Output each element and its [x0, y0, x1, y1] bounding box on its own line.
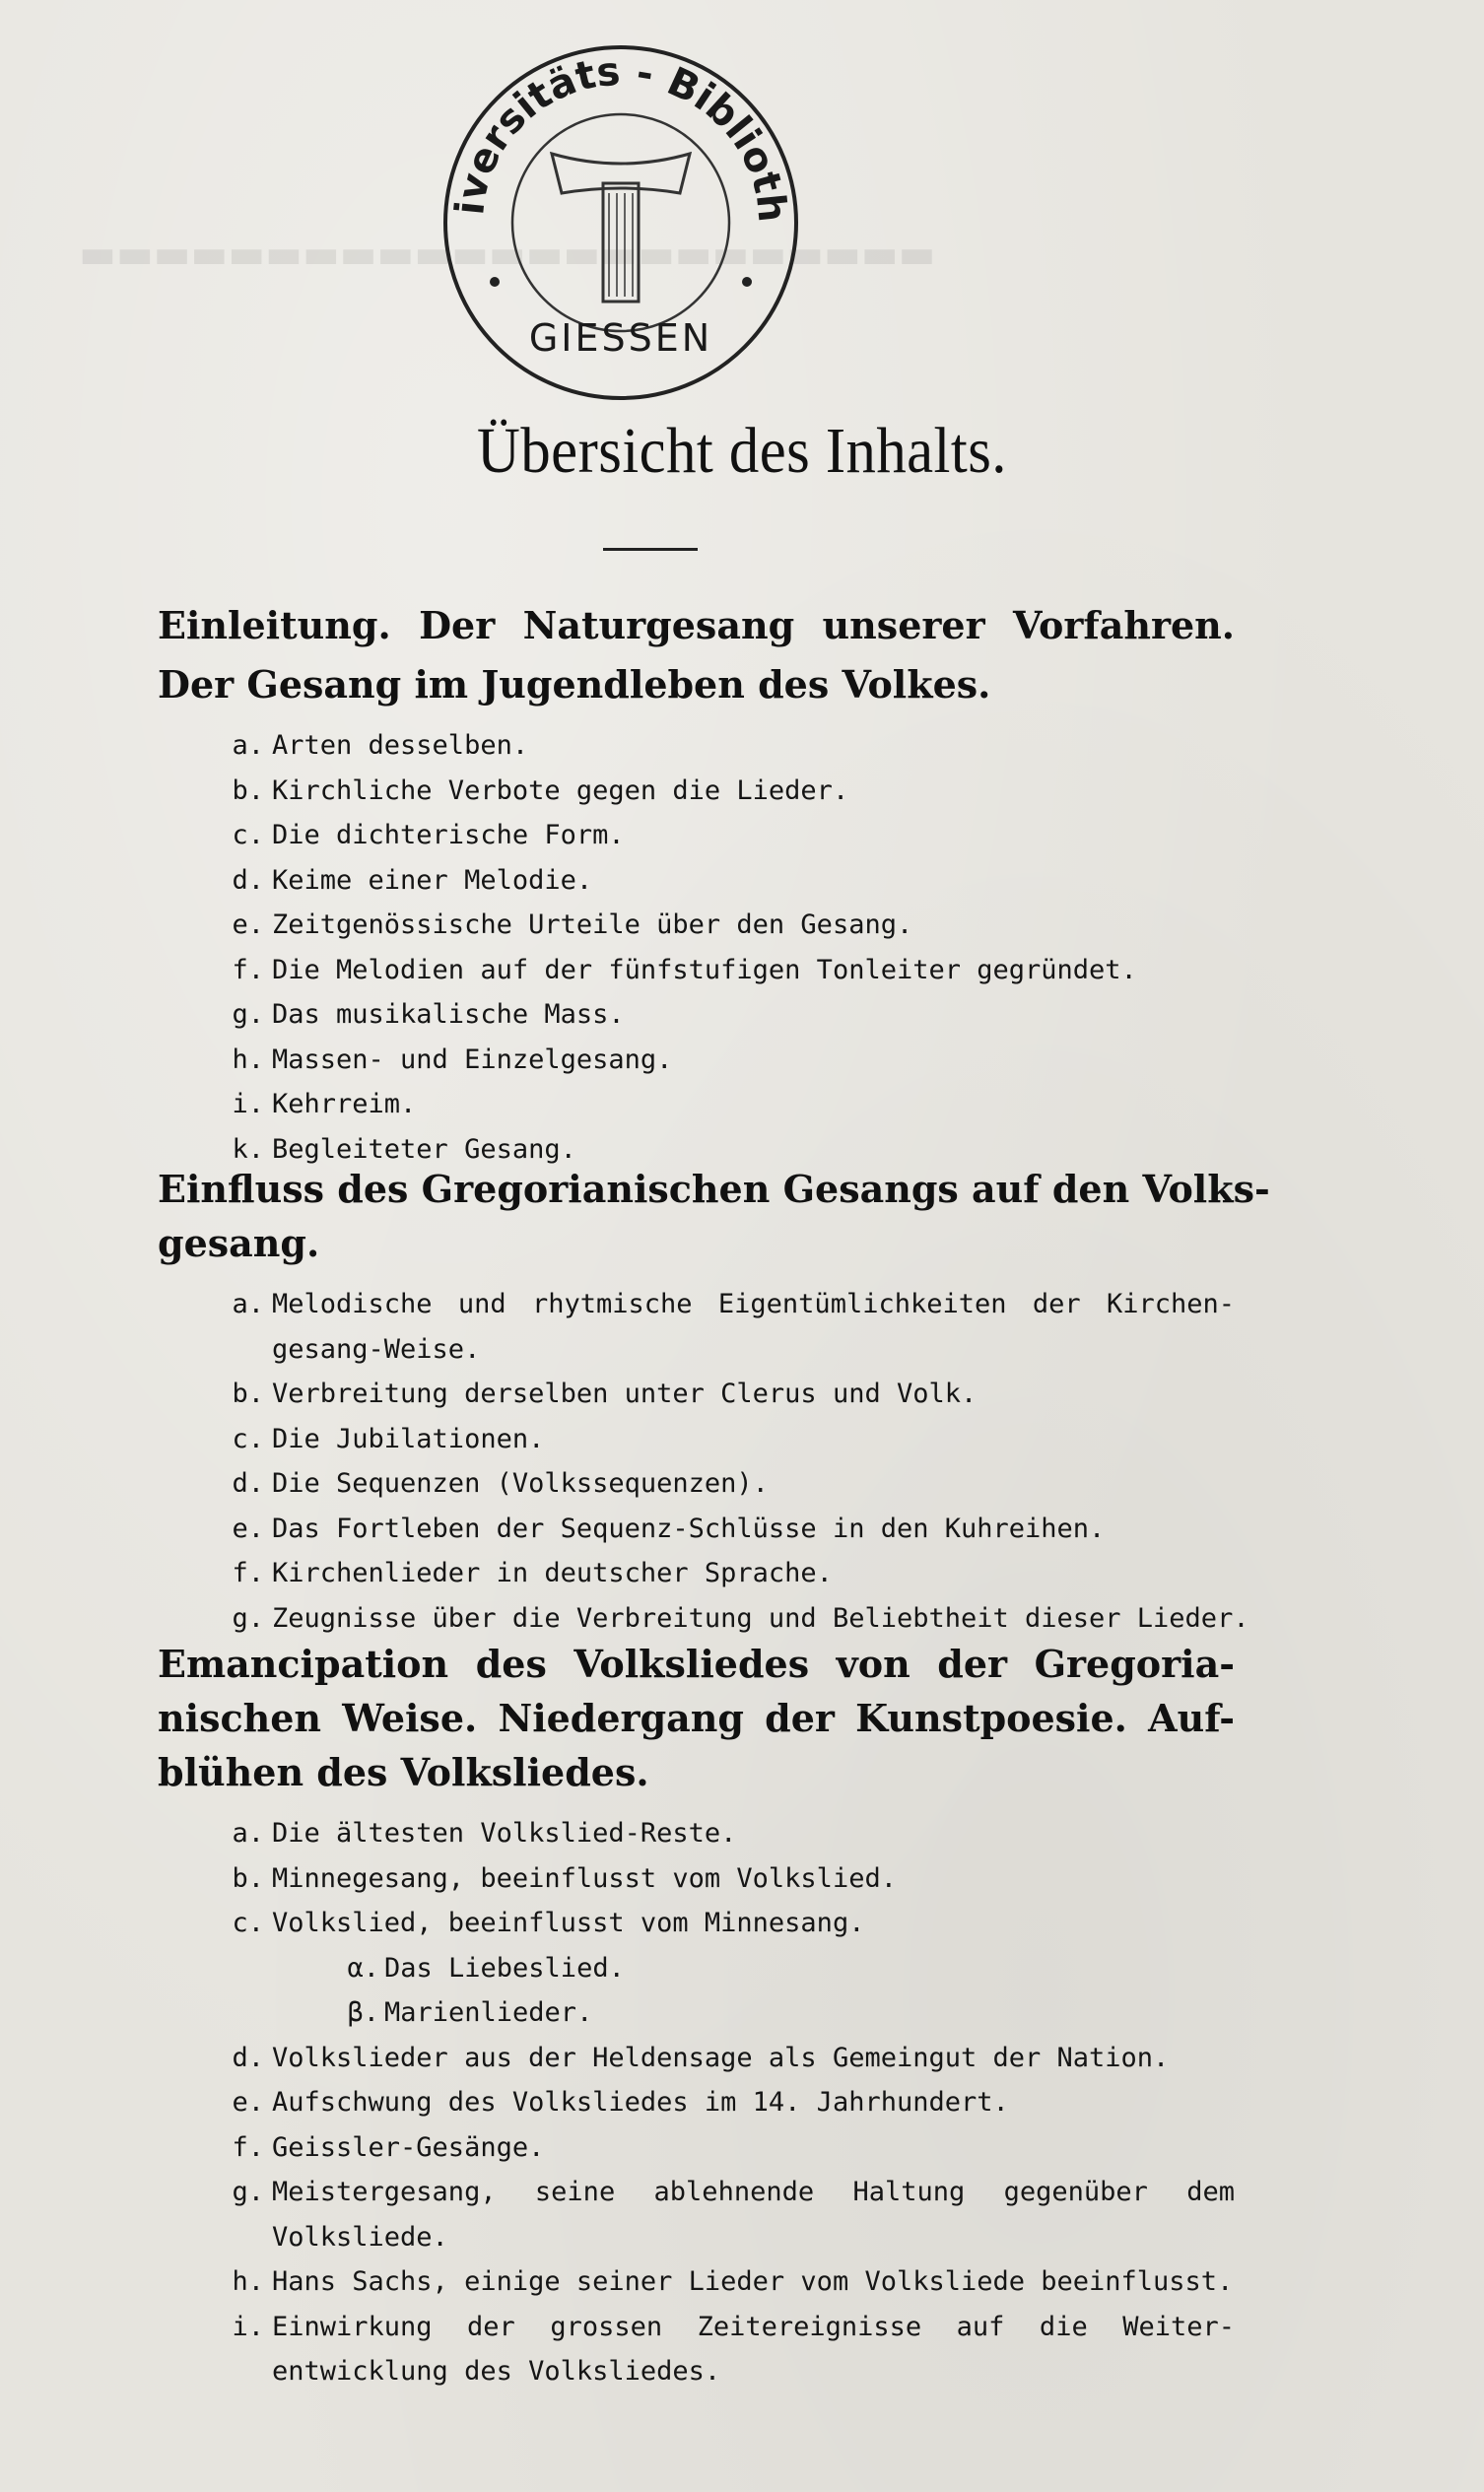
- item-text: Volksliede.: [272, 2221, 448, 2253]
- item-marker: e.: [232, 1513, 264, 1544]
- item-marker: i.: [232, 2311, 264, 2342]
- item-text: Verbreitung derselben unter Clerus und Volk.: [272, 1379, 978, 1409]
- library-stamp: [434, 35, 808, 410]
- section-heading-text: nischen Weise. Niedergang der Kunstpoesie. Auf-: [158, 1696, 1235, 1740]
- item-text: Das Fortleben der Sequenz-Schlüsse in den Kuhreihen.: [272, 1513, 1106, 1544]
- library-stamp-graphic: [434, 35, 808, 410]
- item-marker: b.: [232, 1379, 264, 1409]
- item-text: Geissler-Gesänge.: [272, 2131, 545, 2163]
- item-marker: d.: [232, 864, 264, 896]
- section-heading-text: Einleitung. Der Naturgesang unserer Vorfahren.: [158, 603, 1235, 647]
- item-text: gesang-Weise.: [272, 1333, 481, 1365]
- item-marker: f.: [232, 954, 264, 985]
- section-heading-text: Einfluss des Gregorianischen Gesangs auf den Volks-: [158, 1167, 1270, 1211]
- item-text: Hans Sachs, einige seiner Lieder vom Volksliede beeinflusst.: [272, 2266, 1234, 2297]
- item-text: Keime einer Melodie.: [272, 864, 593, 896]
- item-text: Kirchenlieder in deutscher Sprache.: [272, 1558, 833, 1588]
- item-text: entwicklung des Volksliedes.: [272, 2356, 721, 2387]
- item-marker: b.: [232, 1862, 264, 1894]
- item-text: Volkslieder aus der Heldensage als Gemeingut der Nation.: [272, 2042, 1170, 2073]
- item-marker: α.: [347, 1952, 379, 1984]
- item-text: Zeitgenössische Urteile über den Gesang.: [272, 909, 913, 940]
- item-text: Kirchliche Verbote gegen die Lieder.: [272, 775, 849, 806]
- item-text: Aufschwung des Volksliedes im 14. Jahrhundert.: [272, 2087, 1009, 2118]
- item-text: Arten desselben.: [272, 730, 529, 761]
- item-marker: a.: [232, 1289, 264, 1319]
- item-marker: c.: [232, 820, 264, 850]
- item-text: Kehrreim.: [272, 1089, 417, 1119]
- section-heading-text: Der Gesang im Jugendleben des Volkes.: [158, 662, 991, 707]
- item-text: Zeugnisse über die Verbreitung und Beliebtheit dieser Lieder.: [272, 1602, 1249, 1634]
- item-text: Melodische und rhytmische Eigentümlichkeiten der Kirchen-: [272, 1289, 1235, 1319]
- item-marker: g.: [232, 999, 264, 1030]
- section-heading-text: blühen des Volksliedes.: [158, 1750, 649, 1794]
- item-text: Meistergesang, seine ablehnende Haltung gegenüber dem: [272, 2177, 1235, 2207]
- item-text: Minnegesang, beeinflusst vom Volkslied.: [272, 1862, 897, 1894]
- item-text: Einwirkung der grossen Zeitereignisse auf die Weiter-: [272, 2311, 1235, 2342]
- item-text: Marienlieder.: [384, 1997, 593, 2028]
- item-text: Die Sequenzen (Volkssequenzen).: [272, 1468, 769, 1499]
- item-text: Die dichterische Form.: [272, 820, 625, 850]
- item-marker: k.: [232, 1133, 264, 1165]
- item-text: Volkslied, beeinflusst vom Minnesang.: [272, 1908, 865, 1938]
- item-text: Massen- und Einzelgesang.: [272, 1044, 673, 1075]
- title-divider: [603, 548, 698, 551]
- bleed-through: ▬▬▬▬▬▬▬▬▬▬▬▬▬▬▬▬▬▬▬▬▬▬▬: [79, 232, 936, 277]
- item-marker: f.: [232, 2131, 264, 2163]
- item-marker: e.: [232, 909, 264, 940]
- item-marker: a.: [232, 730, 264, 761]
- item-marker: h.: [232, 1044, 264, 1075]
- item-marker: i.: [232, 1089, 264, 1119]
- section-heading-text: gesang.: [158, 1221, 320, 1265]
- item-marker: d.: [232, 2042, 264, 2073]
- item-text: Die Jubilationen.: [272, 1423, 545, 1454]
- item-marker: β.: [347, 1997, 379, 2028]
- item-text: Begleiteter Gesang.: [272, 1133, 576, 1165]
- item-marker: e.: [232, 2087, 264, 2118]
- item-marker: c.: [232, 1423, 264, 1454]
- item-marker: c.: [232, 1908, 264, 1938]
- item-marker: g.: [232, 1602, 264, 1634]
- stamp-ring-text: iversitäts - Biblioth: [447, 48, 795, 225]
- page-title: Übersicht des Inhalts.: [477, 415, 1007, 487]
- item-marker: d.: [232, 1468, 264, 1499]
- item-text: Die Melodien auf der fünfstufigen Tonleiter gegründet.: [272, 954, 1137, 985]
- section-heading-text: Emancipation des Volksliedes von der Gregoria-: [158, 1642, 1235, 1686]
- item-text: Das Liebeslied.: [384, 1952, 625, 1984]
- item-text: Das musikalische Mass.: [272, 999, 625, 1030]
- stamp-city: GIESSEN: [528, 316, 713, 360]
- tau-cross-icon: [552, 154, 690, 302]
- item-marker: h.: [232, 2266, 264, 2297]
- item-marker: a.: [232, 1818, 264, 1849]
- item-marker: b.: [232, 775, 264, 806]
- item-marker: f.: [232, 1558, 264, 1588]
- item-text: Die ältesten Volkslied-Reste.: [272, 1818, 737, 1849]
- item-marker: g.: [232, 2177, 264, 2207]
